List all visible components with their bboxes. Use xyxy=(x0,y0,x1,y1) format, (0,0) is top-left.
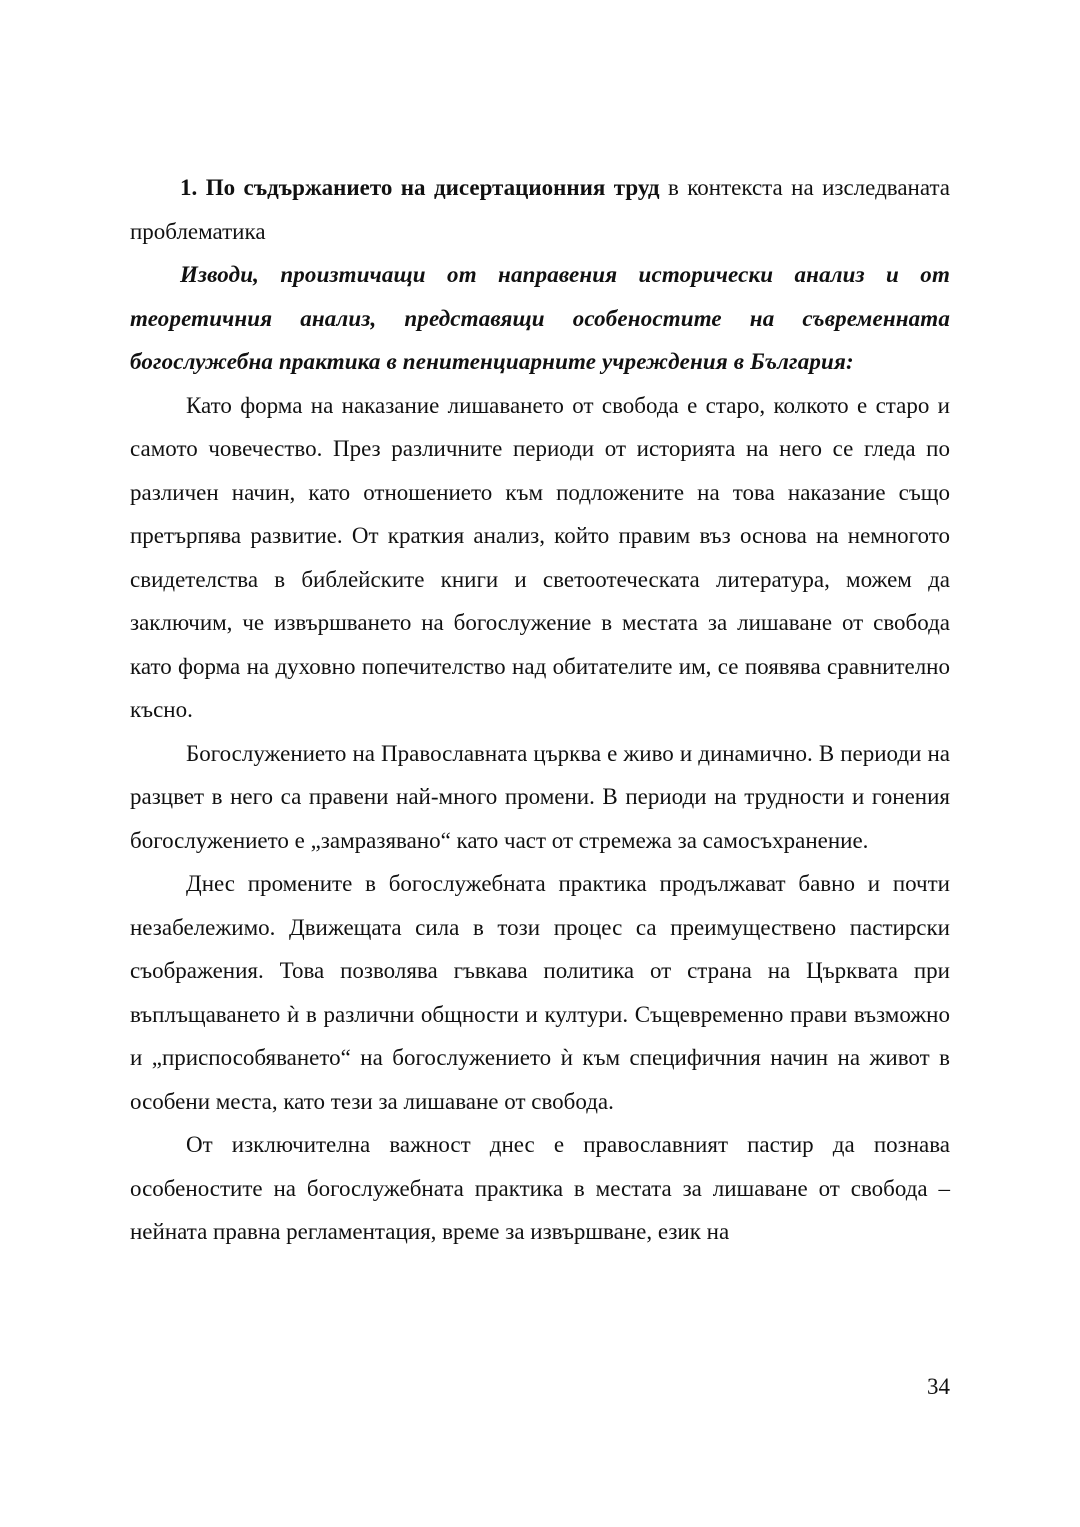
paragraph-4: От изключителна важност днес е православният пастир да познава особеностите на богослужебната практика в местата за лишаване от свобода – нейната правна регламентация, време за извършване, език на xyxy=(130,1132,950,1244)
page-number: 34 xyxy=(927,1374,950,1399)
section-heading-rest: в контекста на изследваната проблематика xyxy=(130,175,950,244)
section-heading xyxy=(130,166,950,253)
document-page xyxy=(130,166,950,1254)
paragraph-3: Днес промените в богослужебната практика продължават бавно и почти незабележимо. Движещата сила в този процес са преимуществено пастирски съображения. Това позволява гъвкава политика от страна на Църквата при въплъщаването ѝ в различни общности и култури. Същевременно прави възможно и „приспособяването“ на богослужението ѝ към специфичния начин на живот в особени места, като тези за лишаване от свобода. xyxy=(130,871,950,1114)
paragraph-2: Богослужението на Православната църква е живо и динамично. В периоди на разцвет в него са правени най-много промени. В периоди на трудности и гонения богослужението е „замразявано“ като част от стремежа за самосъхранение. xyxy=(130,740,950,853)
conclusions-heading: Изводи, произтичащи от направения исторически анализ и от теоретичния анализ, представящи особеностите на съвременната богослужебна практика в пенитенциарните учреждения в България: xyxy=(130,262,950,374)
paragraph-1: Като форма на наказание лишаването от свобода е старо, колкото е старо и самото човечество. През различните периоди от историята на него се гледа по различен начин, като отношението към подложените на това наказание също претърпява развитие. От краткия анализ, който правим въз основа на немногото свидетелства в библейските книги и светоотеческата литература, можем да заключим, че извършването на богослужение в местата за лишаване от свобода като форма на духовно попечителство над обитателите им, се появява сравнително късно. xyxy=(130,392,950,722)
section-heading-bold: 1. По съдържанието на дисертационния труд xyxy=(180,175,660,200)
